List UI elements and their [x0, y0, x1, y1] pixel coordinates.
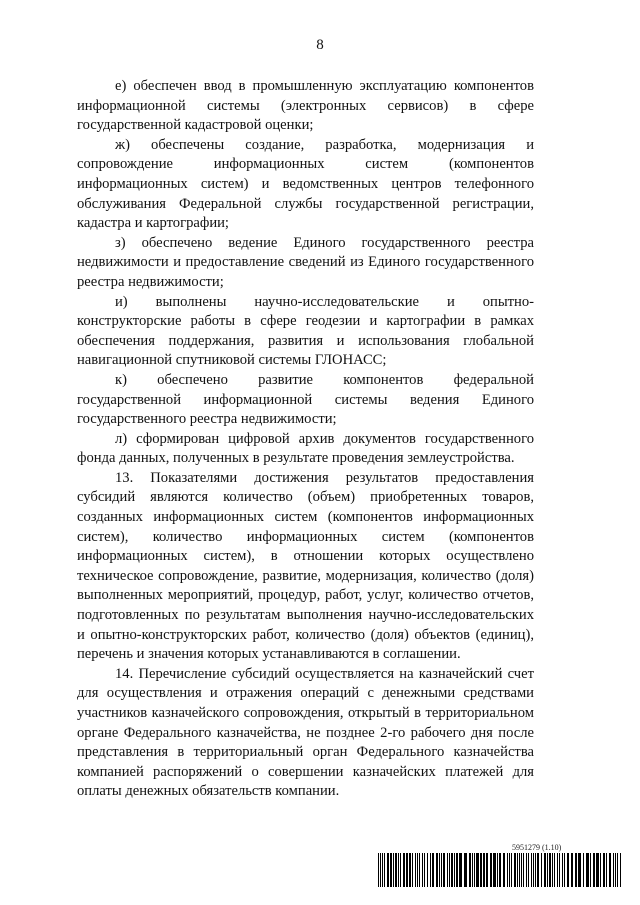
barcode-bar	[549, 853, 551, 887]
barcode-bar	[603, 853, 605, 887]
barcode-bar	[387, 853, 389, 887]
barcode-bar	[412, 853, 413, 887]
barcode-bar	[609, 853, 611, 887]
barcode-bar	[449, 853, 450, 887]
barcode-bar	[600, 853, 601, 887]
barcode-bar	[441, 853, 442, 887]
page-number: 8	[316, 37, 324, 53]
barcode-bar	[586, 853, 589, 887]
barcode-bar	[596, 853, 599, 887]
barcode-bar	[447, 853, 448, 887]
barcode-bar	[554, 853, 555, 887]
barcode-bar	[486, 853, 488, 887]
barcode-bar	[451, 853, 453, 887]
barcode-bar	[535, 853, 536, 887]
paragraph-14: 14. Перечисление субсидий осуществляется на казначейский счет для осуществления и отражения операций с денежными средствами участников казначейского сопровождения, открытый в территориальном органе Федерального казначейства, не позднее 2-го рабочего дня после представления в территориальный орган Федерального казначейства компанией распоряжений о совершении казначейских платежей для оплаты денежных обязательств компании.	[77, 665, 534, 800]
barcode-bar	[531, 853, 532, 887]
paragraph-13: 13. Показателями достижения результатов предоставления субсидий являются количество (объем) приобретенных товаров, созданных информационных систем (компонентов информационных систем), количество информационных систем (компонентов информационных систем), в отношении которых осуществлено техническое сопровождение, развитие, модернизация, количество (доля) выполненных мероприятий, процедур, работ, услуг, количество отчетов, подготовленных по результатам выполнения научно-исследовательских и опытно-конструкторских работ, количество (доля) объектов (единиц), перечень и значения которых устанавливаются в соглашении.	[77, 469, 534, 663]
barcode-bar	[578, 853, 581, 887]
barcode-bar	[493, 853, 496, 887]
barcode-bar	[419, 853, 420, 887]
barcode-bar	[547, 853, 548, 887]
barcode-bar	[499, 853, 501, 887]
barcode-bar	[456, 853, 458, 887]
barcode-bar	[613, 853, 614, 887]
barcode-bar	[620, 853, 621, 887]
barcode-bar	[517, 853, 518, 887]
barcode-bar	[427, 853, 428, 887]
barcode-bar	[380, 853, 381, 887]
barcode-bar	[469, 853, 471, 887]
paragraph-item-i: и) выполнены научно-исследовательские и опытно-конструкторские работы в сфере геодезии и картографии в рамках обеспечения поддержания, развития и использования глобальной навигационной спутниковой системы ГЛОНАСС;	[77, 293, 534, 369]
barcode-bar	[430, 853, 431, 887]
paragraph-item-e: е) обеспечен ввод в промышленную эксплуатацию компонентов информационной системы (электронных сервисов) в сфере государственной кадастровой оценки;	[77, 78, 534, 134]
barcode-bar	[575, 853, 577, 887]
barcode-bar	[514, 853, 516, 887]
barcode-bar	[417, 853, 418, 887]
barcode-bar	[432, 853, 434, 887]
barcode-bar	[436, 853, 438, 887]
barcode-bar	[378, 853, 379, 887]
barcode-bar	[559, 853, 560, 887]
barcode-bar	[393, 853, 394, 887]
barcode-bar	[422, 853, 423, 887]
barcode-bar	[541, 853, 542, 887]
barcode-bar	[409, 853, 411, 887]
barcode-bar	[523, 853, 524, 887]
barcode-bar	[497, 853, 498, 887]
document-code: 5951279 (1.10)	[512, 843, 562, 852]
barcode-bar	[507, 853, 508, 887]
barcode-bar	[483, 853, 485, 887]
paragraph-item-zh: ж) обеспечены создание, разработка, модернизация и сопровождение информационных систем (компонентов информационных систем) и ведомственных центров телефонного обслуживания Федеральной службы государственной регистрации, кадастра и картографии;	[77, 136, 534, 232]
barcode-bar	[454, 853, 455, 887]
barcode-bar	[533, 853, 534, 887]
barcode-bar	[476, 853, 479, 887]
barcode-bar	[571, 853, 573, 887]
paragraph-item-z: з) обеспечено ведение Единого государственного реестра недвижимости и предоставление сведений из Единого государственного реестра недвижимости;	[77, 234, 534, 290]
barcode-bar	[406, 853, 408, 887]
barcode-bar	[617, 853, 618, 887]
barcode-bar	[544, 853, 546, 887]
barcode-bar	[511, 853, 512, 887]
barcode-bar	[382, 853, 383, 887]
barcode-bar	[395, 853, 397, 887]
barcode-bar	[593, 853, 595, 887]
barcode-bar	[519, 853, 520, 887]
barcode-bar	[606, 853, 607, 887]
barcode-bar	[564, 853, 565, 887]
barcode-bar	[480, 853, 482, 887]
barcode-bar	[590, 853, 591, 887]
barcode-bar	[490, 853, 492, 887]
barcode	[378, 853, 622, 887]
barcode-bar	[521, 853, 522, 887]
barcode-bar	[415, 853, 416, 887]
barcode-bar	[615, 853, 616, 887]
barcode-bar	[583, 853, 584, 887]
barcode-bar	[557, 853, 558, 887]
barcode-bar	[459, 853, 462, 887]
barcode-bar	[509, 853, 510, 887]
document-body	[77, 77, 534, 802]
paragraph-item-k: к) обеспечено развитие компонентов федеральной государственной информационной системы ведения Единого государственного реестра недвижимости;	[77, 371, 534, 428]
barcode-bar	[472, 853, 473, 887]
barcode-bar	[552, 853, 553, 887]
barcode-bar	[537, 853, 539, 887]
barcode-bar	[474, 853, 475, 887]
barcode-bar	[562, 853, 563, 887]
barcode-bar	[424, 853, 425, 887]
barcode-bar	[390, 853, 392, 887]
barcode-bar	[528, 853, 529, 887]
barcode-bar	[384, 853, 385, 887]
barcode-bar	[526, 853, 527, 887]
barcode-bar	[398, 853, 399, 887]
barcode-bar	[400, 853, 401, 887]
barcode-bar	[567, 853, 569, 887]
paragraph-item-l: л) сформирован цифровой архив документов государственного фонда данных, полученных в результате проведения землеустройства.	[77, 430, 534, 467]
barcode-bar	[443, 853, 445, 887]
barcode-bar	[439, 853, 440, 887]
barcode-bar	[464, 853, 467, 887]
barcode-bar	[503, 853, 505, 887]
barcode-bar	[403, 853, 405, 887]
